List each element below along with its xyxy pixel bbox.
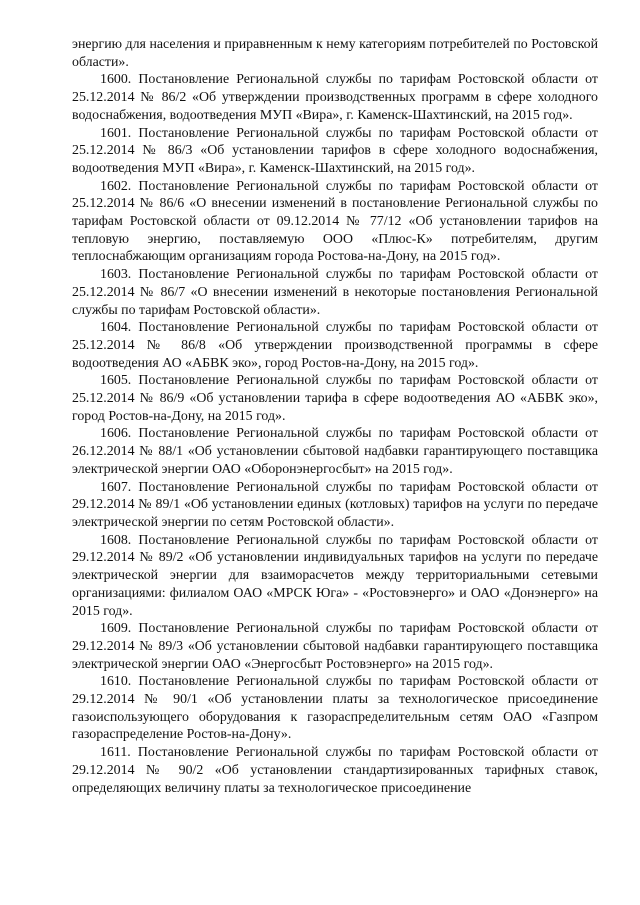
entry-number: 1604. [100,320,132,336]
entry-number: 1600. [100,72,132,88]
list-item [72,125,598,178]
list-item [72,673,598,744]
entry-text: Постановление Региональной службы по тарифам Ростовской области от 29.12.2014 № 90/1 «Об установлении платы за технологическое присоединение газоиспользующего оборудования к газораспределительным сетям ОАО «Газпром газораспределение Ростов-на-Дону». [72,674,598,743]
entry-text: Постановление Региональной службы по тарифам Ростовской области от 25.12.2014 № 86/8 «Об утверждении производственной программы в сфере водоотведения АО «АБВК эко», город Ростов-на-Дону, на 2015 год». [72,320,598,371]
list-item [72,425,598,478]
list-item [72,266,598,319]
list-item [72,744,598,797]
list-item [72,71,598,124]
entry-number: 1607. [100,479,132,495]
entry-number: 1608. [100,532,132,548]
entry-text: Постановление Региональной службы по тарифам Ростовской области от 29.12.2014 № 89/3 «Об установлении сбытовой надбавки гарантирующего поставщика электрической энергии ОАО «Энергосбыт Ростовэнерго» на 2015 год». [72,621,598,672]
entry-text: Постановление Региональной службы по тарифам Ростовской области от 25.12.2014 № 86/3 «Об установлении тарифов в сфере холодного водоснабжения, водоотведения МУП «Вира», г. Каменск-Шахтинский, на 2015 год». [72,125,598,176]
entry-text: Постановление Региональной службы по тарифам Ростовской области от 29.12.2014 № 90/2 «Об установлении стандартизированных тарифных ставок, определяющих величину платы за технологическое присоединение [72,745,598,796]
entry-number: 1605. [100,373,132,389]
entry-number: 1606. [100,426,132,442]
entry-text: Постановление Региональной службы по тарифам Ростовской области от 29.12.2014 № 89/2 «Об установлении индивидуальных тарифов на услуги по передаче электрической энергии для взаиморасчетов между территориальными сетевыми организациями: филиалом ОАО «МРСК Юга» - «Ростовэнерго» и ОАО «Донэнерго» на 2015 год». [72,532,598,619]
entry-text: Постановление Региональной службы по тарифам Ростовской области от 29.12.2014 № 89/1 «Об установлении единых (котловых) тарифов на услуги по передаче электрической энергии по сетям Ростовской области». [72,479,598,530]
list-item [72,479,598,532]
entry-number: 1602. [100,178,132,194]
entry-text: Постановление Региональной службы по тарифам Ростовской области от 25.12.2014 № 86/7 «О внесении изменений в некоторые постановления Региональной службы по тарифам Ростовской области». [72,267,598,318]
list-item [72,532,598,621]
entry-number: 1611. [100,745,131,761]
entry-text: Постановление Региональной службы по тарифам Ростовской области от 25.12.2014 № 86/2 «Об утверждении производственных программ в сфере холодного водоснабжения, водоотведения МУП «Вира», г. Каменск-Шахтинский, на 2015 год». [72,72,598,123]
entry-number: 1609. [100,621,132,637]
lead-fragment: энергию для населения и приравненным к нему категориям потребителей по Ростовской области». [72,37,598,70]
entry-number: 1603. [100,267,132,283]
entry-text: Постановление Региональной службы по тарифам Ростовской области от 25.12.2014 № 86/6 «О внесении изменений в постановление Региональной службы по тарифам Ростовской области от 09.12.2014 № 77/12 «Об установлении тарифов на тепловую энергию, поставляемую ООО «Плюс-К» потребителям, другим теплоснабжающим организациям города Ростова-на-Дону, на 2015 год». [72,178,598,265]
list-item [72,178,598,267]
entry-number: 1601. [100,125,132,141]
entry-text: Постановление Региональной службы по тарифам Ростовской области от 25.12.2014 № 86/9 «Об установлении тарифа в сфере водоотведения АО «АБВК эко», город Ростов-на-Дону, на 2015 год». [72,373,598,424]
list-item [72,620,598,673]
document-page [72,36,598,797]
entry-number: 1610. [100,674,132,690]
list-item [72,372,598,425]
entry-text: Постановление Региональной службы по тарифам Ростовской области от 26.12.2014 № 88/1 «Об установлении сбытовой надбавки гарантирующего поставщика электрической энергии ОАО «Оборонэнергосбыт» на 2015 год». [72,426,598,477]
list-item [72,319,598,372]
